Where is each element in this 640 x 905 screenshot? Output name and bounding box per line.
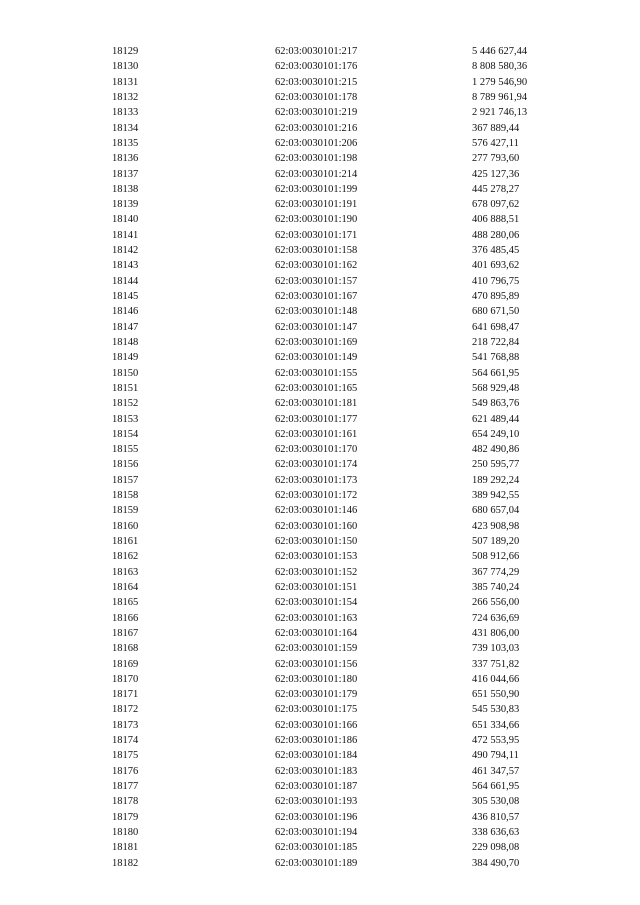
table-row — [0, 657, 640, 672]
row-number: 18143 — [112, 260, 139, 272]
row-number: 18171 — [112, 689, 139, 701]
table-row — [0, 289, 640, 304]
row-number: 18140 — [112, 214, 139, 226]
row-number: 18144 — [112, 275, 139, 287]
cadastral-value: 266 556,00 — [472, 597, 520, 609]
row-number: 18178 — [112, 796, 139, 808]
cadastral-number: 62:03:0030101:167 — [275, 291, 358, 302]
row-number: 18133 — [112, 107, 139, 119]
cadastral-number: 62:03:0030101:186 — [275, 735, 358, 747]
cadastral-number: 62:03:0030101:196 — [275, 811, 358, 823]
row-number: 18165 — [112, 597, 139, 609]
cadastral-value: 680 657,04 — [472, 505, 520, 517]
cadastral-value: 507 189,20 — [472, 536, 520, 547]
cadastral-value: 1 279 546,90 — [472, 76, 528, 88]
row-number: 18139 — [112, 199, 139, 211]
row-number: 18142 — [112, 245, 139, 257]
row-number: 18179 — [112, 811, 139, 823]
cadastral-number: 62:03:0030101:156 — [275, 658, 358, 670]
table-row — [0, 549, 640, 564]
cadastral-value: 545 530,83 — [472, 704, 520, 716]
table-row — [0, 626, 640, 641]
row-number: 18166 — [112, 612, 139, 624]
cadastral-number: 62:03:0030101:173 — [275, 474, 358, 486]
row-number: 18130 — [112, 61, 139, 73]
row-number: 18176 — [112, 765, 139, 777]
row-number: 18138 — [112, 183, 139, 195]
table-row — [0, 304, 640, 319]
row-number: 18146 — [112, 306, 139, 318]
row-number: 18169 — [112, 658, 139, 670]
cadastral-value: 541 768,88 — [472, 352, 520, 364]
row-number: 18175 — [112, 750, 139, 762]
table-row — [0, 534, 640, 549]
row-number: 18168 — [112, 643, 139, 655]
table-row — [0, 794, 640, 809]
cadastral-value: 389 942,55 — [472, 490, 520, 502]
row-number: 18167 — [112, 627, 139, 639]
table-row — [0, 580, 640, 595]
table-row — [0, 442, 640, 457]
row-number: 18148 — [112, 336, 139, 348]
cadastral-value: 337 751,82 — [472, 658, 520, 670]
row-number: 18153 — [112, 413, 139, 425]
table-row — [0, 595, 640, 610]
cadastral-value: 338 636,63 — [472, 826, 520, 838]
row-number: 18149 — [112, 352, 139, 364]
cadastral-value: 651 550,90 — [472, 689, 520, 701]
cadastral-number: 62:03:0030101:187 — [275, 781, 358, 792]
row-number: 18151 — [112, 382, 139, 394]
cadastral-number: 62:03:0030101:151 — [275, 581, 358, 593]
cadastral-number: 62:03:0030101:219 — [275, 107, 358, 119]
table-row — [0, 366, 640, 381]
cadastral-value: 678 097,62 — [472, 199, 520, 211]
cadastral-number: 62:03:0030101:199 — [275, 183, 358, 195]
table-row — [0, 320, 640, 335]
table-row — [0, 519, 640, 534]
table-row — [0, 565, 640, 580]
row-number: 18150 — [112, 367, 139, 379]
cadastral-number: 62:03:0030101:185 — [275, 842, 358, 854]
row-number: 18177 — [112, 781, 139, 792]
cadastral-value: 376 485,45 — [472, 245, 520, 257]
row-number: 18158 — [112, 490, 139, 502]
table-row — [0, 503, 640, 518]
cadastral-value: 423 908,98 — [472, 520, 520, 532]
row-number: 18145 — [112, 291, 139, 302]
table-row — [0, 641, 640, 656]
cadastral-number: 62:03:0030101:162 — [275, 260, 358, 272]
table-row — [0, 840, 640, 855]
cadastral-value: 680 671,50 — [472, 306, 520, 318]
cadastral-number: 62:03:0030101:214 — [275, 168, 358, 180]
table-row — [0, 350, 640, 365]
row-number: 18172 — [112, 704, 139, 716]
cadastral-number: 62:03:0030101:217 — [275, 46, 358, 57]
cadastral-number: 62:03:0030101:170 — [275, 444, 358, 456]
cadastral-value: 384 490,70 — [472, 857, 520, 869]
cadastral-number: 62:03:0030101:148 — [275, 306, 358, 318]
cadastral-number: 62:03:0030101:191 — [275, 199, 358, 211]
cadastral-value: 5 446 627,44 — [472, 46, 528, 57]
table-row — [0, 44, 640, 59]
cadastral-value: 8 789 961,94 — [472, 91, 528, 103]
row-number: 18152 — [112, 398, 139, 410]
table-row — [0, 212, 640, 227]
cadastral-value: 436 810,57 — [472, 811, 520, 823]
cadastral-value: 425 127,36 — [472, 168, 520, 180]
cadastral-number: 62:03:0030101:194 — [275, 826, 358, 838]
cadastral-number: 62:03:0030101:215 — [275, 76, 358, 88]
table-row — [0, 274, 640, 289]
cadastral-number: 62:03:0030101:171 — [275, 229, 358, 241]
cadastral-value: 488 280,06 — [472, 229, 520, 241]
cadastral-value: 229 098,08 — [472, 842, 520, 854]
cadastral-value: 564 661,95 — [472, 781, 520, 792]
cadastral-value: 416 044,66 — [472, 673, 520, 685]
row-number: 18170 — [112, 673, 139, 685]
cadastral-value: 490 794,11 — [472, 750, 519, 762]
row-number: 18163 — [112, 566, 139, 578]
cadastral-value: 305 530,08 — [472, 796, 520, 808]
cadastral-value: 445 278,27 — [472, 183, 520, 195]
row-number: 18160 — [112, 520, 139, 532]
cadastral-number: 62:03:0030101:157 — [275, 275, 358, 287]
row-number: 18180 — [112, 826, 139, 838]
cadastral-number: 62:03:0030101:183 — [275, 765, 358, 777]
cadastral-number: 62:03:0030101:166 — [275, 719, 358, 731]
row-number: 18164 — [112, 581, 139, 593]
table-row — [0, 473, 640, 488]
cadastral-number: 62:03:0030101:161 — [275, 428, 358, 440]
cadastral-value: 410 796,75 — [472, 275, 520, 287]
cadastral-value: 651 334,66 — [472, 719, 520, 731]
row-number: 18134 — [112, 122, 139, 134]
row-number: 18156 — [112, 459, 139, 471]
row-number: 18173 — [112, 719, 139, 731]
cadastral-value: 724 636,69 — [472, 612, 520, 624]
cadastral-number: 62:03:0030101:164 — [275, 627, 358, 639]
cadastral-value: 367 774,29 — [472, 566, 520, 578]
table-row — [0, 733, 640, 748]
table-row — [0, 488, 640, 503]
row-number: 18129 — [112, 46, 139, 57]
row-number: 18174 — [112, 735, 139, 747]
table-row — [0, 136, 640, 151]
table-row — [0, 151, 640, 166]
cadastral-value: 461 347,57 — [472, 765, 520, 777]
table-row — [0, 335, 640, 350]
cadastral-value: 576 427,11 — [472, 137, 519, 149]
row-number: 18141 — [112, 229, 139, 241]
cadastral-number: 62:03:0030101:176 — [275, 61, 358, 73]
cadastral-value: 739 103,03 — [472, 643, 520, 655]
cadastral-number: 62:03:0030101:174 — [275, 459, 358, 471]
cadastral-value: 189 292,24 — [472, 474, 520, 486]
cadastral-number: 62:03:0030101:149 — [275, 352, 358, 364]
table-row — [0, 611, 640, 626]
row-number: 18155 — [112, 444, 139, 456]
cadastral-value: 277 793,60 — [472, 153, 520, 165]
cadastral-value: 564 661,95 — [472, 367, 520, 379]
cadastral-value: 2 921 746,13 — [472, 107, 528, 119]
cadastral-number: 62:03:0030101:190 — [275, 214, 358, 226]
row-number: 18181 — [112, 842, 139, 854]
cadastral-value: 641 698,47 — [472, 321, 520, 333]
table-row — [0, 396, 640, 411]
cadastral-number: 62:03:0030101:180 — [275, 673, 358, 685]
table-row — [0, 672, 640, 687]
cadastral-value: 250 595,77 — [472, 459, 520, 471]
row-number: 18157 — [112, 474, 139, 486]
cadastral-value: 218 722,84 — [472, 336, 520, 348]
table-row — [0, 197, 640, 212]
cadastral-value: 470 895,89 — [472, 291, 520, 302]
cadastral-value: 385 740,24 — [472, 581, 520, 593]
table-row — [0, 457, 640, 472]
cadastral-number: 62:03:0030101:155 — [275, 367, 358, 379]
cadastral-number: 62:03:0030101:163 — [275, 612, 358, 624]
row-number: 18182 — [112, 857, 139, 869]
row-number: 18137 — [112, 168, 139, 180]
table-row — [0, 381, 640, 396]
cadastral-number: 62:03:0030101:165 — [275, 382, 358, 394]
document-table — [0, 44, 640, 871]
table-row — [0, 687, 640, 702]
table-row — [0, 718, 640, 733]
cadastral-number: 62:03:0030101:146 — [275, 505, 358, 517]
row-number: 18147 — [112, 321, 139, 333]
table-row — [0, 228, 640, 243]
cadastral-number: 62:03:0030101:150 — [275, 536, 358, 547]
table-row — [0, 182, 640, 197]
row-number: 18154 — [112, 428, 139, 440]
cadastral-number: 62:03:0030101:181 — [275, 398, 358, 410]
cadastral-number: 62:03:0030101:184 — [275, 750, 358, 762]
cadastral-number: 62:03:0030101:152 — [275, 566, 358, 578]
table-row — [0, 258, 640, 273]
table-row — [0, 810, 640, 825]
row-number: 18136 — [112, 153, 139, 165]
row-number: 18162 — [112, 551, 139, 563]
cadastral-value: 367 889,44 — [472, 122, 520, 134]
cadastral-number: 62:03:0030101:177 — [275, 413, 358, 425]
cadastral-number: 62:03:0030101:189 — [275, 857, 358, 869]
cadastral-number: 62:03:0030101:178 — [275, 91, 358, 103]
table-row — [0, 90, 640, 105]
table-row — [0, 856, 640, 871]
row-number: 18159 — [112, 505, 139, 517]
cadastral-number: 62:03:0030101:179 — [275, 689, 358, 701]
table-row — [0, 412, 640, 427]
cadastral-number: 62:03:0030101:216 — [275, 122, 358, 134]
row-number: 18132 — [112, 91, 139, 103]
table-row — [0, 167, 640, 182]
cadastral-value: 654 249,10 — [472, 428, 520, 440]
row-number: 18161 — [112, 536, 139, 547]
cadastral-value: 568 929,48 — [472, 382, 520, 394]
cadastral-number: 62:03:0030101:147 — [275, 321, 358, 333]
cadastral-value: 472 553,95 — [472, 735, 520, 747]
cadastral-value: 482 490,86 — [472, 444, 520, 456]
table-row — [0, 748, 640, 763]
cadastral-number: 62:03:0030101:172 — [275, 490, 358, 502]
cadastral-number: 62:03:0030101:153 — [275, 551, 358, 563]
cadastral-number: 62:03:0030101:160 — [275, 520, 358, 532]
cadastral-value: 406 888,51 — [472, 214, 520, 226]
table-row — [0, 105, 640, 120]
table-row — [0, 121, 640, 136]
cadastral-number: 62:03:0030101:159 — [275, 643, 358, 655]
table-row — [0, 779, 640, 794]
table-row — [0, 59, 640, 74]
cadastral-value: 508 912,66 — [472, 551, 520, 563]
table-row — [0, 243, 640, 258]
table-row — [0, 427, 640, 442]
cadastral-number: 62:03:0030101:154 — [275, 597, 358, 609]
table-row — [0, 825, 640, 840]
cadastral-value: 549 863,76 — [472, 398, 520, 410]
cadastral-value: 431 806,00 — [472, 627, 520, 639]
cadastral-number: 62:03:0030101:206 — [275, 137, 358, 149]
cadastral-number: 62:03:0030101:169 — [275, 336, 358, 348]
row-number: 18131 — [112, 76, 139, 88]
cadastral-value: 401 693,62 — [472, 260, 520, 272]
cadastral-number: 62:03:0030101:198 — [275, 153, 358, 165]
table-row — [0, 75, 640, 90]
cadastral-number: 62:03:0030101:193 — [275, 796, 358, 808]
cadastral-number: 62:03:0030101:175 — [275, 704, 358, 716]
cadastral-number: 62:03:0030101:158 — [275, 245, 358, 257]
table-row — [0, 702, 640, 717]
cadastral-value: 621 489,44 — [472, 413, 520, 425]
table-row — [0, 764, 640, 779]
row-number: 18135 — [112, 137, 139, 149]
cadastral-value: 8 808 580,36 — [472, 61, 528, 73]
